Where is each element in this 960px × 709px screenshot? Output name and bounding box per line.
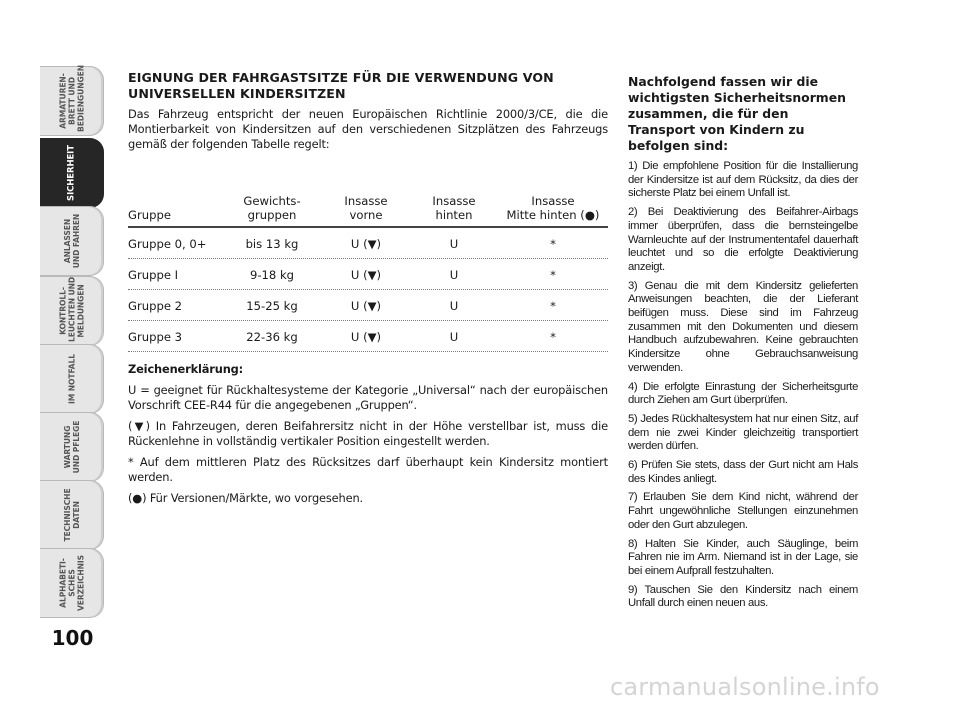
rule-item: 5) Jedes Rückhaltesystem hat nur einen Sitz, auf dem nie zwei Kinder gleichzeitig transportiert werden dürfen. bbox=[628, 412, 858, 453]
cell-gewicht: 9-18 kg bbox=[249, 268, 295, 282]
cell-vorne: U (▼) bbox=[350, 330, 382, 344]
cell-hinten: U bbox=[449, 268, 459, 282]
cell-hinten: U bbox=[449, 299, 459, 313]
legend bbox=[128, 362, 608, 512]
tab-label: IM NOTFALL bbox=[67, 354, 76, 404]
table-row bbox=[128, 321, 608, 352]
tab-im-notfall[interactable] bbox=[40, 344, 104, 414]
section-title: EIGNUNG DER FAHRGASTSITZE FÜR DIE VERWENDUNG VON UNIVERSELLEN KINDERSITZEN bbox=[128, 70, 554, 101]
cell-vorne: U (▼) bbox=[350, 268, 382, 282]
tab-label: TECHNISCHE DATEN bbox=[62, 488, 81, 542]
right-column bbox=[628, 74, 858, 616]
tab-anlassen[interactable] bbox=[40, 206, 104, 276]
cell-vorne: U (▼) bbox=[350, 237, 382, 251]
header-gruppe: Gruppe bbox=[128, 208, 171, 222]
cell-gewicht: 22-36 kg bbox=[246, 330, 298, 344]
tab-label: ALPHABETI- SCHES VERZEICHNIS bbox=[58, 555, 85, 611]
cell-vorne: U (▼) bbox=[350, 299, 382, 313]
left-column bbox=[128, 70, 608, 505]
watermark-text: carmanualsonline.info bbox=[610, 673, 880, 701]
cell-hinten: U bbox=[449, 330, 459, 344]
tab-label: KONTROLL- LEUCHTEN UND MELDUNGEN bbox=[58, 276, 85, 342]
cell-hinten: U bbox=[449, 237, 459, 251]
cell-gruppe: Gruppe I bbox=[128, 268, 179, 282]
legend-item: * Auf dem mittleren Platz des Rücksitzes darf überhaupt kein Kindersitz montiert werden. bbox=[128, 455, 608, 484]
intro-paragraph: Das Fahrzeug entspricht der neuen Europäischen Richtlinie 2000/3/CE, die die Montierbarkeit von Kindersitzen auf den verschiedenen Sitzplätzen des Fahrzeugs gemäß der folgenden Tabelle regelt: bbox=[128, 107, 608, 151]
rule-item: 8) Halten Sie Kinder, auch Säuglinge, beim Fahren nie im Arm. Niemand ist in der Lage, sie bei einem Aufprall festzuhalten. bbox=[628, 537, 858, 577]
table-row bbox=[128, 228, 608, 259]
legend-item: (▼) In Fahrzeugen, deren Beifahrersitz nicht in der Höhe verstellbar ist, muss die Rückenlehne in vollständig vertikaler Position eingestellt werden. bbox=[128, 419, 608, 448]
table-header bbox=[128, 194, 608, 228]
safety-rules bbox=[628, 160, 858, 611]
rule-item: 6) Prüfen Sie stets, dass der Gurt nicht am Hals des Kindes anliegt. bbox=[628, 459, 858, 485]
tab-wartung[interactable] bbox=[40, 412, 104, 482]
cell-gruppe: Gruppe 2 bbox=[128, 299, 183, 313]
rules-title: Nachfolgend fassen wir die wichtigsten Sicherheitsnormen zusammen, die für den Transport von Kindern zu befolgen sind: bbox=[628, 74, 846, 153]
tab-label: SICHERHEIT bbox=[66, 145, 76, 201]
cell-gewicht: 15-25 kg bbox=[246, 299, 298, 313]
cell-mitte: * bbox=[550, 268, 556, 282]
cell-gewicht: bis 13 kg bbox=[245, 237, 299, 251]
tab-verzeichnis[interactable] bbox=[40, 548, 104, 618]
header-insasse-hinten: Insasse hinten bbox=[432, 194, 476, 222]
tab-technische-daten[interactable] bbox=[40, 480, 104, 550]
legend-item: (●) Für Versionen/Märkte, wo vorgesehen. bbox=[128, 491, 363, 505]
cell-mitte: * bbox=[550, 237, 556, 251]
cell-gruppe: Gruppe 0, 0+ bbox=[128, 237, 207, 251]
page-number: 100 bbox=[51, 626, 94, 650]
rule-item: 9) Tauschen Sie den Kindersitz nach einem Unfall durch einen neuen aus. bbox=[628, 583, 858, 610]
cell-gruppe: Gruppe 3 bbox=[128, 330, 183, 344]
header-insasse-mitte: Insasse Mitte hinten (●) bbox=[506, 194, 600, 222]
child-seat-table bbox=[128, 194, 608, 352]
legend-title: Zeichenerklärung: bbox=[128, 362, 244, 376]
header-insasse-vorne: Insasse vorne bbox=[344, 194, 388, 222]
rule-item: 3) Genau die mit dem Kindersitz gelieferten Anweisungen beachten, die der Lieferant beifügen muss. Diese sind im Fahrzeug zusammen mit den Dokumenten und diesem Handbuch aufzubewahren. Keine gebrauchten Kindersitze ohne Gebrauchsanweisung verwenden. bbox=[628, 279, 858, 374]
rule-item: 7) Erlauben Sie dem Kind nicht, während der Fahrt ungewöhnliche Stellungen einzunehmen oder den Gurt abzulegen. bbox=[628, 491, 858, 531]
tab-kontrollleuchten[interactable] bbox=[40, 276, 104, 346]
tab-sicherheit[interactable] bbox=[40, 138, 104, 208]
legend-item: U = geeignet für Rückhaltesysteme der Kategorie „Universal“ nach der europäischen Vorschrift CEE-R44 für die angegebenen „Gruppen“. bbox=[128, 383, 608, 412]
tab-label: ARMATUREN- BRETT UND BEDIENGUNGEN bbox=[58, 65, 85, 132]
tab-label: ANLASSEN UND FAHREN bbox=[62, 213, 81, 269]
header-gewichtsgruppen: Gewichts- gruppen bbox=[243, 194, 301, 222]
tab-label: WARTUNG UND PFLEGE bbox=[62, 420, 81, 474]
rule-item: 2) Bei Deaktivierung des Beifahrer-Airbags immer überprüfen, dass die bernsteingelbe Warnleuchte auf der Instrumententafel dauerhaft leuchtet und so die erfolgte Deaktivierung anzeigt. bbox=[628, 206, 858, 273]
tab-armaturenbrett[interactable] bbox=[40, 66, 104, 136]
cell-mitte: * bbox=[550, 299, 556, 313]
table-row bbox=[128, 290, 608, 321]
cell-mitte: * bbox=[550, 330, 556, 344]
table-row bbox=[128, 259, 608, 290]
rule-item: 1) Die empfohlene Position für die Installierung der Kindersitze ist auf dem Rücksitz, da dies der sicherste Platz bei einem Unfall ist. bbox=[628, 160, 858, 200]
rule-item: 4) Die erfolgte Einrastung der Sicherheitsgurte durch Ziehen am Gurt überprüfen. bbox=[628, 380, 858, 407]
